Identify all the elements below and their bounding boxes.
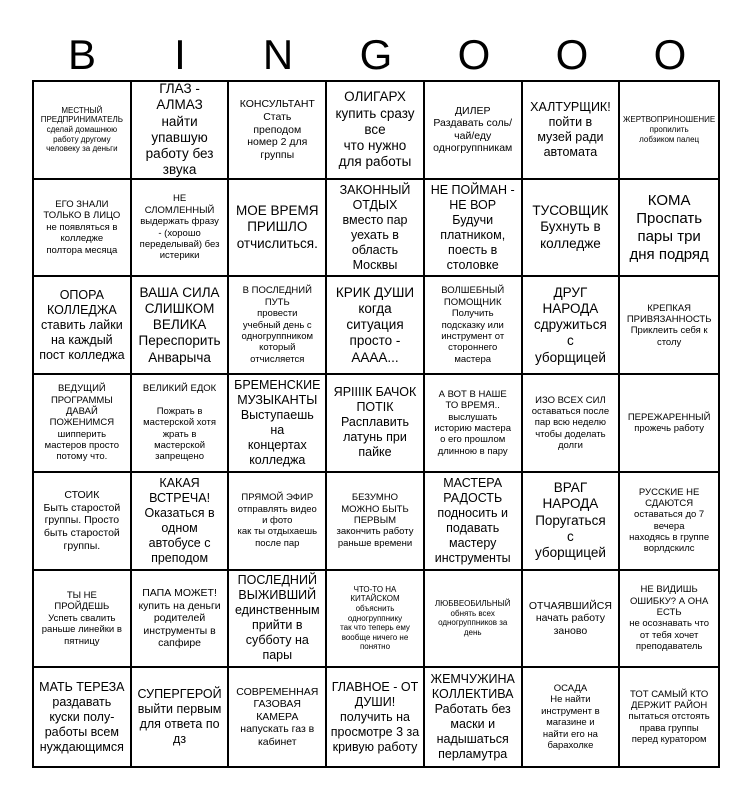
cell-title: А ВОТ В НАШЕ ТО ВРЕМЯ.. (438, 388, 507, 412)
cell-text: не осознавать что от тебя хочет преподаватель (629, 618, 710, 653)
cell-title: ВОЛШЕБНЫЙ ПОМОЩНИК (441, 285, 505, 308)
header-letter: N (262, 31, 294, 78)
bingo-cell[interactable] (425, 571, 523, 669)
cell-text: Не найти инструмент в магазине и найти его на барахолке (541, 694, 600, 751)
bingo-cell[interactable] (229, 82, 327, 180)
cell-text: Поругаться с уборщицей (534, 512, 606, 560)
cell-text: Бухнуть в колледже (540, 219, 601, 251)
bingo-cell[interactable] (523, 668, 621, 766)
cell-title: ЕГО ЗНАЛИ ТОЛЬКО В ЛИЦО (43, 199, 121, 222)
cell-title: ПРЯМОЙ ЭФИР (241, 492, 314, 504)
header-letter: B (67, 31, 96, 78)
cell-title: ДИЛЕР (454, 104, 491, 117)
cell-text: шипперить мастеров просто потому что. (44, 428, 120, 463)
cell-title: ОСАДА (553, 682, 588, 694)
bingo-cell[interactable] (523, 571, 621, 669)
cell-title: МОЕ ВРЕМЯ ПРИШЛО (236, 203, 319, 235)
cell-title: СТОИК (64, 489, 100, 502)
bingo-cell[interactable] (327, 668, 425, 766)
cell-title: КАКАЯ ВСТРЕЧА! (149, 475, 211, 505)
header-letter: O (653, 31, 687, 78)
cell-text: не появляться в колледже полтора месяца (46, 221, 118, 256)
cell-title: ОЛИГАРХ (344, 89, 406, 105)
cell-text: купить сразу все что нужно для работы (335, 105, 415, 170)
cell-title: НЕ ВИДИШЬ ОШИБКУ? А ОНА ЕСТЬ (629, 584, 709, 619)
cell-text: Будучи платником, поесть в столовке (440, 212, 506, 272)
bingo-cell[interactable] (132, 668, 230, 766)
bingo-cell[interactable] (34, 473, 132, 571)
bingo-cell[interactable] (620, 82, 718, 180)
cell-text: Переспорить Анварыча (138, 333, 221, 365)
bingo-cell[interactable] (327, 571, 425, 669)
bingo-cell[interactable] (620, 277, 718, 375)
cell-text: ставить лайки на каждый пост колледжа (39, 317, 125, 362)
bingo-cell[interactable] (132, 375, 230, 473)
cell-title: МАСТЕРА РАДОСТЬ (443, 475, 503, 505)
cell-title: ДРУГ НАРОДА (542, 284, 599, 316)
cell-text: оставаться до 7 вечера находясь в группе ворлдскилс (629, 509, 710, 555)
bingo-cell[interactable] (34, 82, 132, 180)
cell-text: сдружиться с уборщицей (534, 317, 607, 365)
bingo-cell[interactable] (34, 277, 132, 375)
cell-title: ВЕЛИКИЙ ЕДОК (142, 383, 217, 395)
bingo-board (32, 80, 720, 768)
bingo-cell[interactable] (34, 180, 132, 278)
cell-text: пытаться отстоять права группы перед куратором (628, 711, 710, 746)
cell-text: Работать без маски и надышаться перламутра (434, 702, 511, 762)
cell-title: ПАПА МОЖЕТ! (142, 586, 217, 599)
cell-text: отправлять видео и фото как ты отдыхаешь после пар (237, 503, 318, 549)
bingo-cell[interactable] (620, 571, 718, 669)
cell-title: КРИК ДУШИ (335, 284, 415, 300)
cell-title: КРЕПКАЯ ПРИВЯЗАННОСТЬ (626, 302, 712, 325)
bingo-cell[interactable] (132, 473, 230, 571)
bingo-cell[interactable] (620, 375, 718, 473)
bingo-cell[interactable] (34, 571, 132, 669)
cell-text: Стать преподом номер 2 для группы (247, 110, 308, 161)
bingo-cell[interactable] (523, 82, 621, 180)
bingo-cell[interactable] (620, 668, 718, 766)
cell-title: ОТЧАЯВШИЙСЯ (528, 599, 612, 612)
cell-title: В ПОСЛЕДНИЙ ПУТЬ (242, 285, 312, 308)
bingo-cell[interactable] (34, 375, 132, 473)
cell-title: ИЗО ВСЕХ СИЛ (535, 394, 606, 406)
cell-text: выслушать историю мастера о его прошлом длинною в пару (434, 411, 511, 457)
bingo-cell[interactable] (425, 668, 523, 766)
header-letter: O (555, 31, 589, 78)
bingo-cell[interactable] (523, 180, 621, 278)
bingo-cell[interactable] (620, 473, 718, 571)
cell-text: подносить и подавать мастеру инструменты (434, 505, 511, 565)
bingo-cell[interactable] (229, 180, 327, 278)
cell-text: пойти в музей ради автомата (537, 114, 604, 159)
bingo-cell[interactable] (425, 277, 523, 375)
cell-title: ЛЮБВЕОБИЛЬНЫЙ (434, 599, 511, 609)
cell-title: ВЕДУЩИЙ ПРОГРАММЫ ДАВАЙ ПОЖЕНИМСЯ (49, 383, 115, 429)
cell-title: БЕЗУМНО МОЖНО БЫТЬ ПЕРВЫМ (341, 492, 409, 526)
cell-title: РУССКИЕ НЕ СДАЮТСЯ (638, 486, 700, 509)
cell-title: ЗАКОННЫЙ ОТДЫХ (339, 182, 411, 212)
cell-title: ТУСОВЩИК (532, 203, 609, 219)
bingo-cell[interactable] (523, 277, 621, 375)
header-letter: O (457, 31, 491, 78)
cell-text: Получить подсказку или инструмент от стороннего мастера (441, 308, 505, 365)
cell-text: прожечь работу (634, 422, 705, 434)
bingo-cell[interactable] (229, 375, 327, 473)
cell-text: Расплавить латунь при пайке (340, 415, 409, 460)
bingo-cell[interactable] (523, 375, 621, 473)
cell-text: провести учебный день с одногруппником который отчисляется (241, 308, 314, 365)
cell-title: ГЛАЗ - АЛМАЗ (156, 82, 203, 113)
cell-title: ТЫ НЕ ПРОЙДЕШЬ (54, 589, 110, 613)
cell-title: СОВРЕМЕННАЯ ГАЗОВАЯ КАМЕРА (236, 685, 319, 723)
bingo-cell[interactable] (132, 277, 230, 375)
cell-text: найти упавшую работу без звука (145, 113, 214, 178)
cell-title: ПОСЛЕДНИЙ ВЫЖИВШИЙ (237, 573, 317, 603)
cell-text: Пожрать в мастерской хотя жрать в мастерской запрещено (143, 405, 216, 463)
cell-title: КОНСУЛЬТАНТ (239, 98, 315, 111)
cell-text: когда ситуация просто - АААА... (346, 301, 404, 365)
bingo-cell[interactable] (229, 571, 327, 669)
bingo-cell[interactable] (425, 82, 523, 180)
bingo-cell[interactable] (229, 473, 327, 571)
cell-title: КОМА (647, 191, 691, 209)
cell-text: купить на деньги родителей инструменты в сапфире (138, 599, 221, 650)
bingo-cell[interactable] (327, 375, 425, 473)
cell-title: ОПОРА КОЛЛЕДЖА (46, 287, 117, 317)
cell-text: раздавать куски полу- работы всем нуждающимся (39, 694, 124, 754)
bingo-cell[interactable] (229, 668, 327, 766)
cell-title: БРЕМЕНСКИЕ МУЗЫКАНТЫ (234, 377, 321, 407)
cell-text: Приклеить себя к столу (630, 325, 708, 348)
cell-text: единственным прийти в субботу на пары (234, 603, 320, 663)
cell-title: НЕ ПОЙМАН - НЕ ВОР (430, 182, 515, 212)
cell-text: Оказаться в одном автобусе с преподом (144, 505, 215, 565)
cell-text: напускать газ в кабинет (240, 723, 315, 749)
cell-title: ПЕРЕЖАРЕННЫЙ (627, 411, 711, 423)
cell-title: ЧТО-ТО НА КИТАЙСКОМ (350, 584, 400, 604)
header-letter: G (359, 31, 393, 78)
bingo-cell[interactable] (34, 668, 132, 766)
cell-text: выйти первым для ответа по дз (137, 702, 222, 747)
bingo-cell[interactable] (132, 82, 230, 180)
bingo-cell[interactable] (327, 277, 425, 375)
cell-title: ЯРІІІІК БАЧОК ПОТІК (333, 385, 417, 415)
bingo-cell[interactable] (425, 375, 523, 473)
cell-text: сделай домашнюю работу другому человеку за деньги (46, 125, 118, 154)
bingo-cell[interactable] (327, 473, 425, 571)
header-letter: I (174, 31, 186, 78)
cell-title: ЖЕМЧУЖИНА КОЛЛЕКТИВА (430, 672, 515, 702)
cell-text: пропилить лобзиком палец (639, 125, 700, 144)
cell-text: отчислиться. (236, 235, 318, 251)
cell-text: Успеть свалить раньше линейки в пятницу (41, 612, 122, 647)
cell-text: Быть старостой группы. Просто быть старостой группы. (43, 501, 121, 552)
bingo-cell[interactable] (327, 180, 425, 278)
cell-text: получить на просмотре 3 за кривую работу (330, 709, 420, 754)
bingo-cell[interactable] (620, 180, 718, 278)
cell-text: Выступаешь на концертах колледжа (240, 407, 314, 467)
cell-text: начать работу заново (535, 612, 605, 637)
bingo-cell[interactable] (327, 82, 425, 180)
bingo-cell[interactable] (132, 571, 230, 669)
cell-text: объяснить одногруппнику так что теперь ему вообще ничего не понятно (340, 604, 410, 652)
cell-text: обнять всех одногруппников за день (438, 608, 508, 638)
cell-text: вместо пар уехать в область Москвы (342, 212, 408, 272)
bingo-cell[interactable] (229, 277, 327, 375)
cell-title: ХАЛТУРЩИК! (530, 99, 611, 114)
bingo-cell[interactable] (425, 180, 523, 278)
cell-title: СУПЕРГЕРОЙ (137, 687, 222, 702)
cell-title: ВАША СИЛА СЛИШКОМ ВЕЛИКА (139, 284, 220, 333)
cell-title: ТОТ САМЫЙ КТО ДЕРЖИТ РАЙОН (629, 688, 709, 712)
cell-text: Проспать пары три дня подряд (629, 209, 709, 263)
bingo-cell[interactable] (523, 473, 621, 571)
cell-text: выдержать фразу - (хорошо переделывай) без истерики (139, 216, 220, 262)
cell-title: ВРАГ НАРОДА (542, 480, 599, 512)
cell-title: МАТЬ ТЕРЕЗА (39, 679, 125, 694)
cell-title: ГЛАВНОЕ - ОТ ДУШИ! (331, 679, 419, 709)
cell-title: МЕСТНЫЙ ПРЕДПРИНИМАТЕЛЬ (40, 105, 123, 125)
bingo-header (33, 30, 719, 80)
cell-text: закончить работу раньше времени (336, 526, 414, 549)
bingo-cell[interactable] (132, 180, 230, 278)
cell-text: Раздавать соль/ чай/еду одногруппникам (433, 117, 513, 155)
bingo-cell[interactable] (425, 473, 523, 571)
cell-title: НЕ СЛОМЛЕННЫЙ (144, 193, 215, 216)
cell-title: ЖЕРТВОПРИНОШЕНИЕ (623, 115, 716, 125)
cell-text: оставаться после пар всю неделю чтобы доделать долги (531, 405, 610, 452)
